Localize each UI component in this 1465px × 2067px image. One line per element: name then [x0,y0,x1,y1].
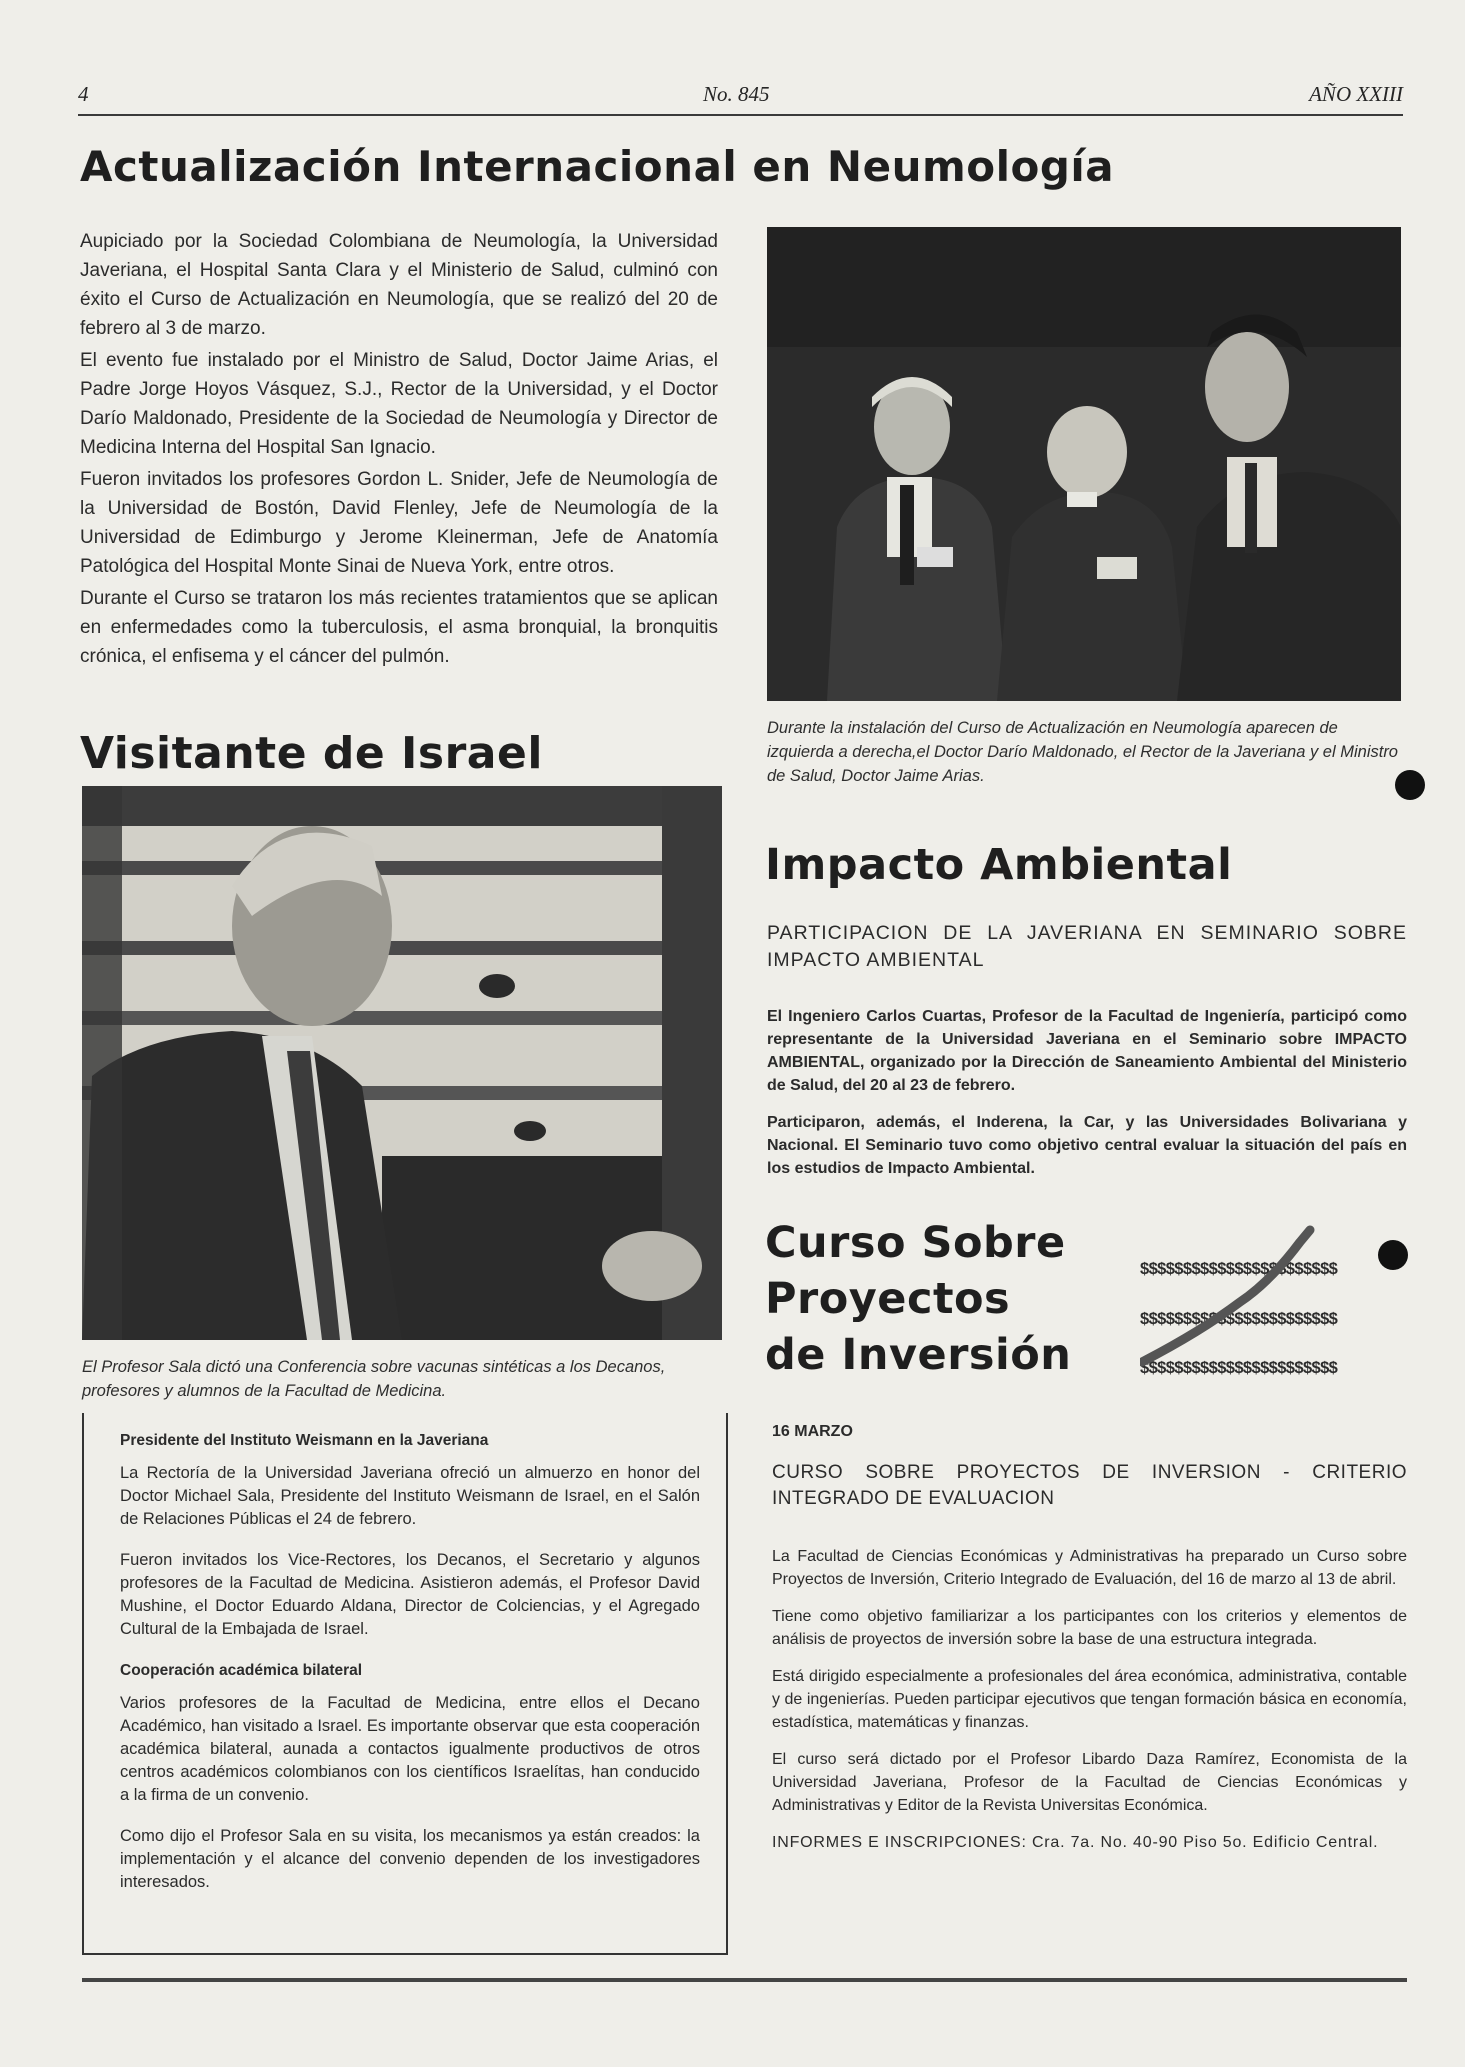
paragraph: Participaron, además, el Inderena, la Car, y las Universidades Bolivariana y Nacional. El Seminario tuvo como objetivo central evaluar la situación del país en los estudios de Impacto Ambiental. [767,1114,1407,1177]
bottom-rule [82,1978,1407,1982]
issue-number: No. 845 [703,82,770,106]
photo-caption-sala: El Profesor Sala dictó una Conferencia sobre vacunas sintéticas a los Decanos, profesores y alumnos de la Facultad de Medicina. [82,1358,666,1400]
bullet-dot [1395,770,1425,800]
paragraph: Aupiciado por la Sociedad Colombiana de Neumología, la Universidad Javeriana, el Hospital Santa Clara y el Ministerio de Salud, culminó con éxito el Curso de Actualización en Neumología, que se realizó del 20 de febrero al 3 de marzo. [80,231,718,339]
photo-caption-neumologia: Durante la instalación del Curso de Actualización en Neumología aparecen de izquierda a derecha,el Doctor Darío Maldonado, el Rector de la Javeriana y el Ministro de Salud, Doctor Jaime Arias. [767,719,1398,785]
sidebar-box-weismann [82,1413,728,1955]
box-subheading: Cooperación académica bilateral [120,1662,363,1679]
headline-neumologia: Actualización Internacional en Neumología [80,142,1115,191]
paragraph: Está dirigido especialmente a profesionales del área económica, administrativa, contable y de ingenierías. Pueden participar ejecutivos que tengan formación básica en economía, estadística, matemáticas y finanzas. [772,1668,1407,1731]
dollar-row: $$$$$$$$$$$$$$$$$$$$$$$ [1140,1260,1338,1278]
page-header [78,78,1403,116]
bullet-dot [1378,1240,1408,1270]
paragraph: Fueron invitados los profesores Gordon L. Snider, Jefe de Neumología de la Universidad de Bostón, David Flenley, Jefe de Neumología de la Universidad de Edimburgo y Jerome Kleinerman, Jefe de Anatomía Patológica del Hospital Monte Sinai de Nueva York, entre otros. [80,469,718,577]
article-curso-body [772,1545,1407,1868]
paragraph: El curso será dictado por el Profesor Libardo Daza Ramírez, Economista de la Universidad Javeriana, Profesor de la Facultad de Ciencias Económicas y Administrativas y Editor de la Revista Universitas Económica. [772,1751,1407,1814]
headline-visitante: Visitante de Israel [80,728,543,779]
article-neumologia-body [80,227,718,674]
page-number: 4 [78,82,89,106]
paragraph: Fueron invitados los Vice-Rectores, los Decanos, el Secretario y algunos profesores de la Facultad de Medicina. Asistieron además, el Profesor David Mushine, el Doctor Eduardo Aldana, Director de Colciencias, y el Agregado Cultural de la Embajada de Israel. [120,1551,700,1638]
paragraph: Varios profesores de la Facultad de Medicina, entre ellos el Decano Académico, han visitado a Israel. Es importante observar que esta cooperación académica bilateral, aunada a contactos igualmente productivos de otros centros académicos colombianos con los científicos Israelítas, han conducido a la firma de un convenio. [120,1694,700,1804]
paragraph: El evento fue instalado por el Ministro de Salud, Doctor Jaime Arias, el Padre Jorge Hoyos Vásquez, S.J., Rector de la Universidad, y el Doctor Darío Maldonado, Presidente de la Sociedad de Neumología y Director de Medicina Interna del Hospital San Ignacio. [80,350,718,458]
box-heading: Presidente del Instituto Weismann en la Javeriana [120,1432,489,1449]
headline-curso [765,1215,1071,1383]
headline-line: de Inversión [765,1330,1072,1380]
trend-arrow-graphic [1140,1222,1406,1382]
photo-neumologia-officials [767,227,1401,701]
paragraph: INFORMES E INSCRIPCIONES: Cra. 7a. No. 40-90 Piso 5o. Edificio Central. [772,1834,1379,1851]
paragraph: La Facultad de Ciencias Económicas y Administrativas ha preparado un Curso sobre Proyectos de Inversión, Criterio Integrado de Evaluación, del 16 de marzo al 13 de abril. [772,1548,1407,1588]
headline-line: Curso Sobre [765,1218,1066,1268]
subtitle-curso: CURSO SOBRE PROYECTOS DE INVERSION - CRITERIO INTEGRADO DE EVALUACION [772,1462,1407,1509]
paragraph: El Ingeniero Carlos Cuartas, Profesor de la Facultad de Ingeniería, participó como representante de la Universidad Javeriana en el Seminario sobre IMPACTO AMBIENTAL, organizado por la Dirección de Saneamiento Ambiental del Ministerio de Salud, del 20 al 23 de febrero. [767,1008,1407,1094]
volume-year: AÑO XXIII [1309,82,1403,106]
paragraph: Tiene como objetivo familiarizar a los participantes con los criterios y elementos de análisis de proyectos de inversión sobre la base de una estructura integrada. [772,1608,1407,1648]
paragraph: Como dijo el Profesor Sala en su visita, los mecanismos ya están creados: la implementación y el alcance del convenio dependen de los investigadores interesados. [120,1827,700,1891]
subtitle-impacto: PARTICIPACION DE LA JAVERIANA EN SEMINARIO SOBRE IMPACTO AMBIENTAL [767,922,1407,971]
headline-line: Proyectos [765,1274,1011,1324]
photo-professor-sala [82,786,722,1340]
headline-impacto: Impacto Ambiental [765,840,1233,890]
dollar-row: $$$$$$$$$$$$$$$$$$$$$$$ [1140,1309,1338,1328]
paragraph: Durante el Curso se trataron los más recientes tratamientos que se aplican en enfermedades como la tuberculosis, el asma bronquial, la bronquitis crónica, el enfisema y el cáncer del pulmón. [80,588,718,667]
course-date: 16 MARZO [772,1423,853,1440]
dollar-row: $$$$$$$$$$$$$$$$$$$$$$$ [1140,1359,1338,1376]
article-impacto-body [767,1005,1407,1194]
paragraph: La Rectoría de la Universidad Javeriana ofreció un almuerzo en honor del Doctor Michael Sala, Presidente del Instituto Weismann de Israel, en el Salón de Relaciones Públicas el 24 de febrero. [120,1464,700,1528]
